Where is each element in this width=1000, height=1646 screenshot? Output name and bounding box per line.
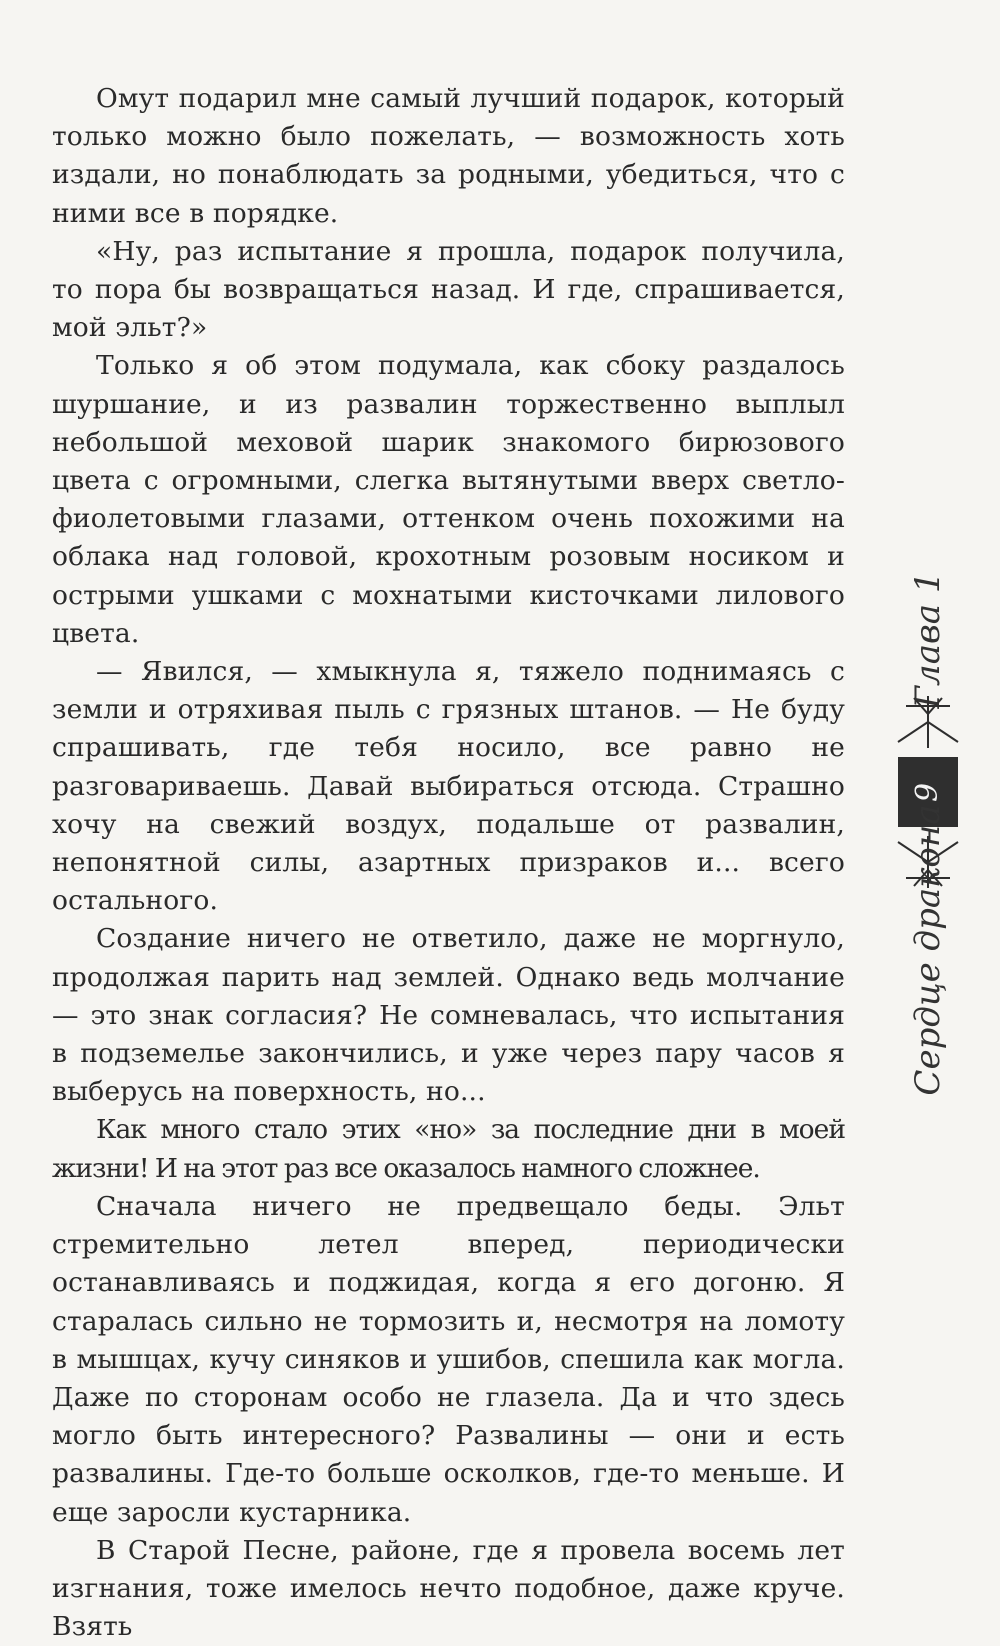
paragraph-7: Сначала ничего не предвещало беды. Эльт стремительно летел вперед, периодически останавливаясь и поджидая, когда я его догоню. Я старалась сильно не тормозить и, несмотря на ломоту в мышцах, кучу синяков и ушибов, спешила как могла. Даже по сторонам особо не глазела. Да и что здесь могло быть интересного? Развалины — они и есть развалины. Где-то больше осколков, где-то меньше. И еще заросли кустарника.	[52, 1190, 845, 1528]
chapter-title: Глава 1	[908, 571, 948, 709]
running-header	[878, 560, 978, 1096]
paragraph-8: В Старой Песне, районе, где я провела восемь лет изгнания, тоже имелось нечто подобное, даже круче. Взять	[52, 1534, 845, 1643]
paragraph-3: Только я об этом подумала, как сбоку раздалось шуршание, и из развалин торжественно выплыл небольшой меховой шарик знакомого бирюзового цвета с огромными, слегка вытянутыми вверх светло-фиолетовыми глазами, оттенком очень похожими на облака над головой, крохотным розовым носиком и острыми ушками с мохнатыми кисточками лилового цвета.	[52, 350, 845, 649]
paragraph-6: Как много стало этих «но» за последние дни в моей жизни! И на этот раз все оказалось намного сложнее.	[52, 1114, 845, 1184]
paragraph-5: Создание ничего не ответило, даже не моргнуло, продолжая парить над землей. Однако ведь молчание — это знак согласия? Не сомневалась, что испытания в подземелье закончились, и уже через пару часов я выберусь на поверхность, но...	[52, 923, 845, 1108]
ornament-icon	[892, 692, 964, 752]
body-text	[52, 80, 845, 1646]
book-title: Сердце дракона	[908, 804, 948, 1096]
page-number: 9	[910, 782, 946, 802]
paragraph-4: — Явился, — хмыкнула я, тяжело поднимаясь с земли и отряхивая пыль с грязных штанов. — Не буду спрашивать, где тебя носило, все равно не разговариваешь. Давай выбираться отсюда. Страшно хочу на свежий воздух, подальше от развалин, непонятной силы, азартных призраков и... всего остального.	[52, 656, 845, 917]
paragraph-2: «Ну, раз испытание я прошла, подарок получила, то пора бы возвращаться назад. И где, спрашивается, мой эльт?»	[52, 235, 845, 344]
paragraph-1: Омут подарил мне самый лучший подарок, который только можно было пожелать, — возможность хоть издали, но понаблюдать за родными, убедиться, что с ними все в порядке.	[52, 83, 845, 229]
